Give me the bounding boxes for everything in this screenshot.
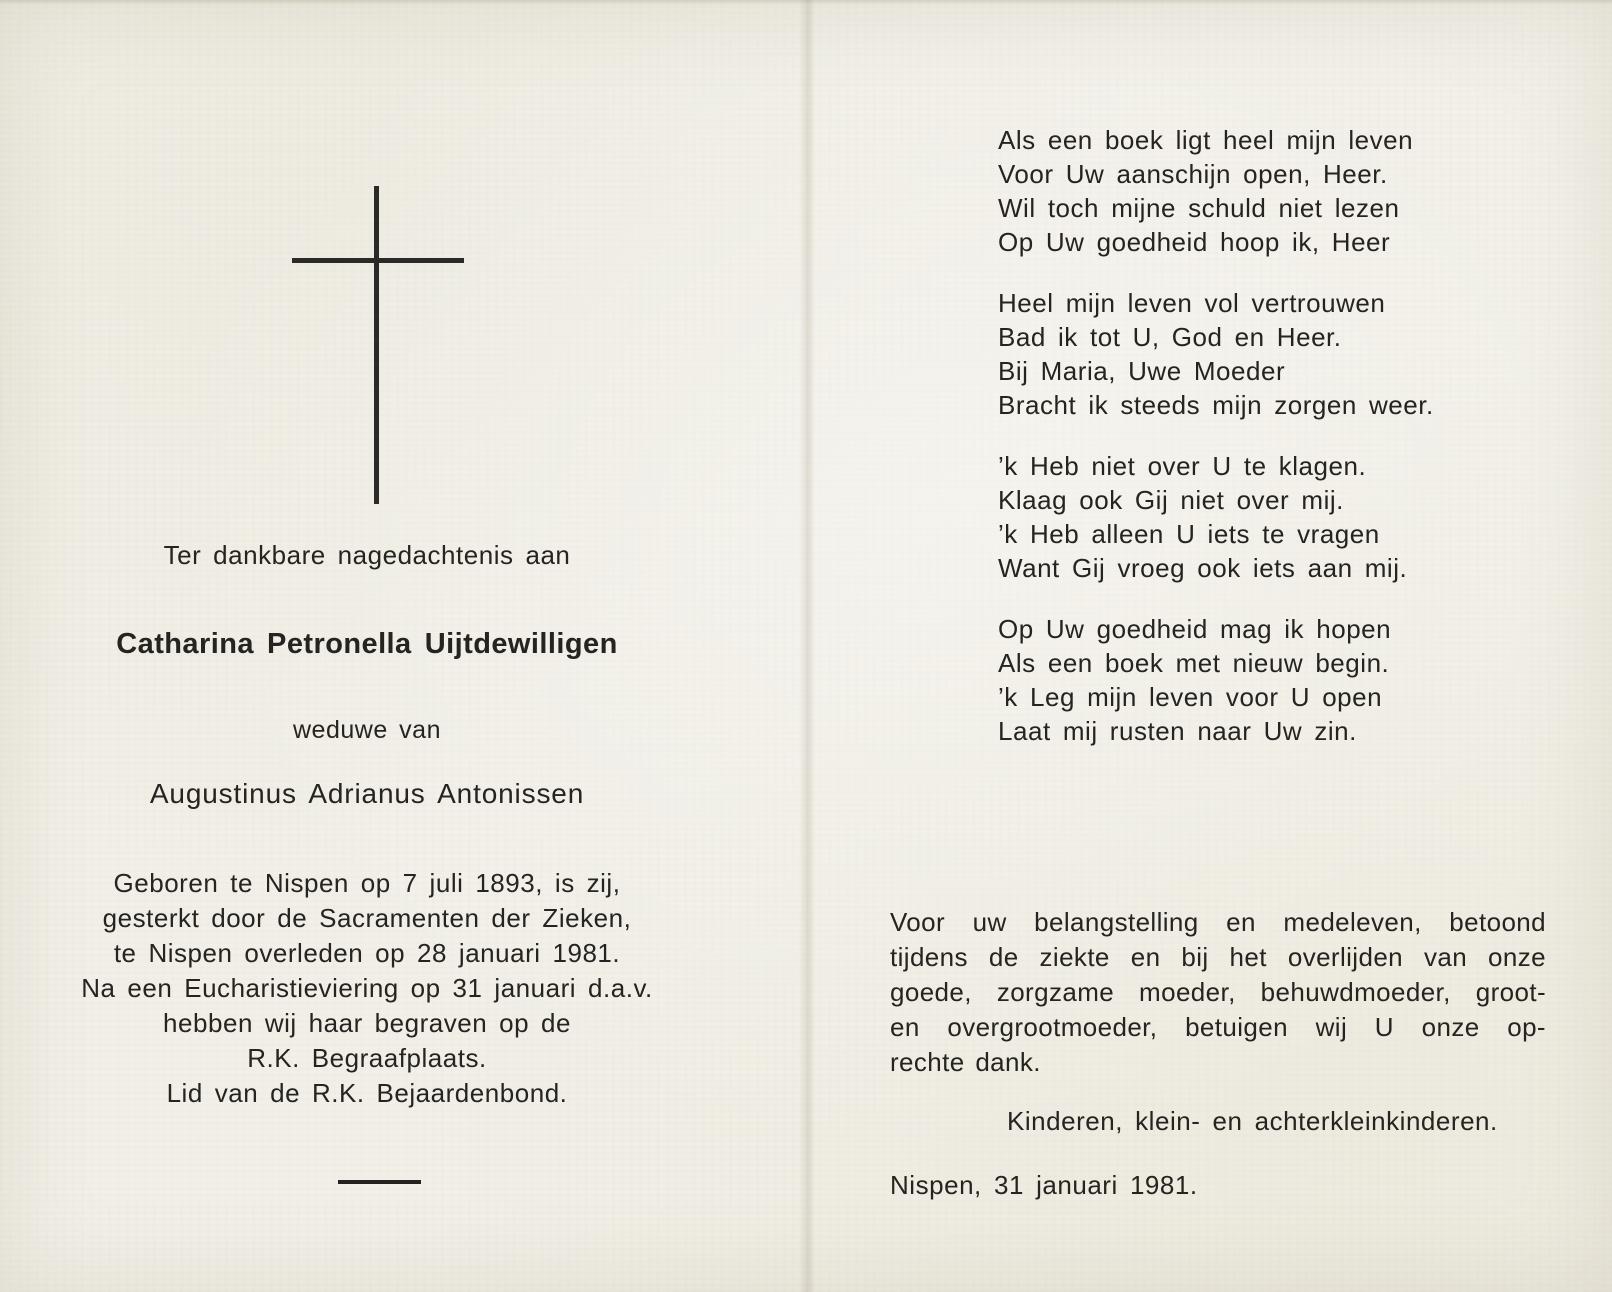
acknowledgement-line: goede, zorgzame moeder, behuwdmoeder, groot- [890,977,1546,1007]
cross-vertical-bar [374,186,379,504]
relation-text: weduwe van [293,716,441,744]
bio-line: gesterkt door de Sacramenten der Zieken, [102,903,632,933]
poem-stanza [998,286,1434,422]
memorial-poem [998,123,1434,775]
bio-line: te Nispen overleden op 28 januari 1981. [113,938,621,968]
poem-line: Laat mij rusten naar Uw zin. [998,716,1357,746]
card-fold-crease [799,0,815,1292]
acknowledgement-paragraph [890,905,1546,1080]
poem-line: Op Uw goedheid hoop ik, Heer [998,227,1391,257]
poem-stanza [998,123,1434,259]
poem-line: Op Uw goedheid mag ik hopen [998,614,1392,644]
poem-line: Bracht ik steeds mijn zorgen weer. [998,390,1434,420]
acknowledgement-line: Voor uw belangstelling en medeleven, betoond [890,907,1546,937]
place-date-line: Nispen, 31 januari 1981. [890,1170,1198,1200]
family-signature: Kinderen, klein- en achterkleinkinderen. [1007,1106,1498,1136]
poem-line: Als een boek met nieuw begin. [998,648,1390,678]
divider-rule [338,1180,421,1184]
poem-stanza [998,612,1434,748]
biography-block [52,866,682,1111]
poem-line: Heel mijn leven vol vertrouwen [998,288,1386,318]
bio-line: Na een Eucharistieviering op 31 januari d.a.v. [81,973,653,1003]
poem-stanza [998,449,1434,585]
cross-horizontal-bar [292,258,464,263]
poem-line: ’k Heb alleen U iets te vragen [998,519,1380,549]
bio-line: hebben wij haar begraven op de [163,1008,571,1038]
memorial-intro-text: Ter dankbare nagedachtenis aan [163,540,571,570]
spouse-name: Augustinus Adrianus Antonissen [149,778,585,809]
poem-line: Bad ik tot U, God en Heer. [998,322,1342,352]
poem-line: Als een boek ligt heel mijn leven [998,125,1414,155]
bio-line: Lid van de R.K. Bejaardenbond. [166,1078,568,1108]
deceased-name: Catharina Petronella Uijtdewilligen [116,628,618,660]
acknowledgement-line: en overgrootmoeder, betuigen wij U onze op- [890,1012,1546,1042]
acknowledgement-line: tijdens de ziekte en bij het overlijden van onze [890,942,1546,972]
bio-line: R.K. Begraafplaats. [247,1043,487,1073]
bio-line: Geboren te Nispen op 7 juli 1893, is zij, [113,868,621,898]
poem-line: Klaag ook Gij niet over mij. [998,485,1344,515]
poem-line: Wil toch mijne schuld niet lezen [998,193,1400,223]
poem-line: ’k Heb niet over U te klagen. [998,451,1367,481]
acknowledgement-line: rechte dank. [890,1047,1041,1077]
poem-line: Want Gij vroeg ook iets aan mij. [998,553,1408,583]
poem-line: ’k Leg mijn leven voor U open [998,682,1383,712]
poem-line: Voor Uw aanschijn open, Heer. [998,159,1388,189]
poem-line: Bij Maria, Uwe Moeder [998,356,1286,386]
